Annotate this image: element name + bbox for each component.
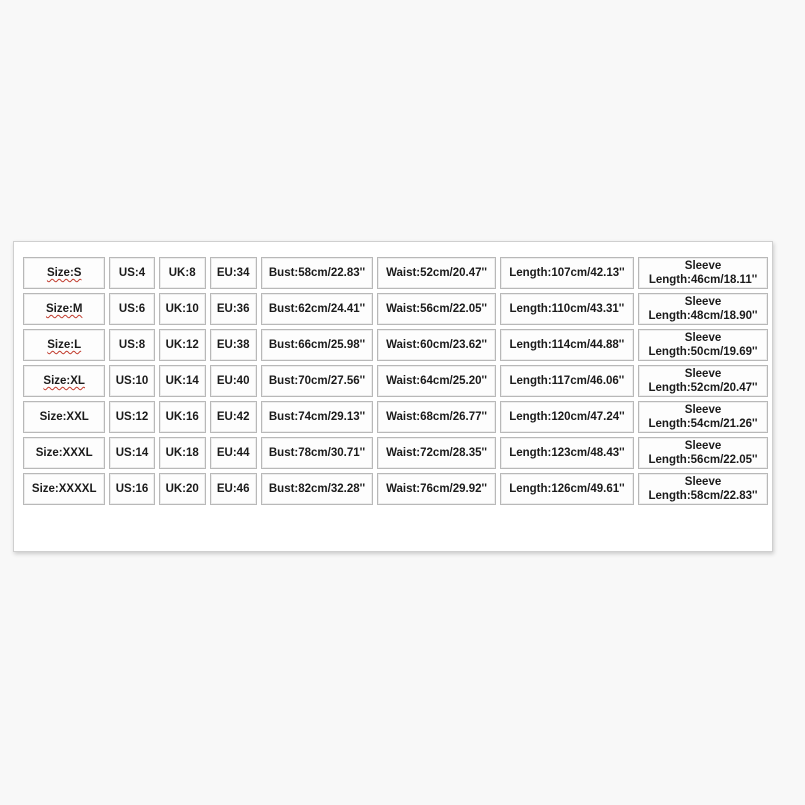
uk-size-cell: UK:20 [159,473,206,505]
sleeve-value: Length:54cm/21.26'' [648,418,758,430]
sleeve-value: Length:58cm/22.83'' [648,490,758,502]
table-row [23,437,768,469]
sleeve-label: Sleeve [684,476,722,488]
sleeve-label: Sleeve [684,368,722,380]
sleeve-value: Length:48cm/18.90'' [648,310,758,322]
waist-cell: Waist:56cm/22.05'' [377,293,495,325]
sleeve-value: Length:56cm/22.05'' [648,454,758,466]
bust-cell: Bust:70cm/27.56'' [261,365,374,397]
waist-cell: Waist:52cm/20.47'' [377,257,495,289]
size-cell: Size:XXXXL [23,473,105,505]
length-cell: Length:123cm/48.43'' [500,437,634,469]
eu-size-cell: EU:46 [210,473,257,505]
size-label: Size:L [47,339,82,351]
sleeve-value: Length:50cm/19.69'' [648,346,758,358]
sleeve-cell [638,257,768,289]
size-cell [23,293,105,325]
bust-cell: Bust:62cm/24.41'' [261,293,374,325]
sleeve-cell [638,365,768,397]
sleeve-label: Sleeve [684,260,722,272]
size-chart-body [23,257,768,505]
us-size-cell: US:12 [109,401,154,433]
size-cell [23,365,105,397]
sleeve-cell [638,293,768,325]
waist-cell: Waist:60cm/23.62'' [377,329,495,361]
sleeve-label: Sleeve [684,404,722,416]
sleeve-cell [638,473,768,505]
table-row [23,365,768,397]
length-cell: Length:107cm/42.13'' [500,257,634,289]
length-cell: Length:126cm/49.61'' [500,473,634,505]
eu-size-cell: EU:42 [210,401,257,433]
length-cell: Length:114cm/44.88'' [500,329,634,361]
size-cell [23,329,105,361]
uk-size-cell: UK:14 [159,365,206,397]
sleeve-label: Sleeve [684,440,722,452]
us-size-cell: US:6 [109,293,154,325]
sleeve-label: Sleeve [684,296,722,308]
table-row [23,329,768,361]
bust-cell: Bust:82cm/32.28'' [261,473,374,505]
table-row [23,473,768,505]
size-cell [23,257,105,289]
bust-cell: Bust:78cm/30.71'' [261,437,374,469]
uk-size-cell: UK:10 [159,293,206,325]
length-cell: Length:110cm/43.31'' [500,293,634,325]
us-size-cell: US:14 [109,437,154,469]
size-label: Size:S [46,267,82,279]
table-row [23,257,768,289]
sleeve-value: Length:52cm/20.47'' [648,382,758,394]
size-cell: Size:XXXL [23,437,105,469]
eu-size-cell: EU:34 [210,257,257,289]
sleeve-cell [638,401,768,433]
size-label: Size:XL [43,375,85,387]
us-size-cell: US:10 [109,365,154,397]
uk-size-cell: UK:12 [159,329,206,361]
eu-size-cell: EU:38 [210,329,257,361]
waist-cell: Waist:76cm/29.92'' [377,473,495,505]
waist-cell: Waist:72cm/28.35'' [377,437,495,469]
sleeve-value: Length:46cm/18.11'' [648,274,758,286]
size-cell: Size:XXL [23,401,105,433]
waist-cell: Waist:64cm/25.20'' [377,365,495,397]
bust-cell: Bust:66cm/25.98'' [261,329,374,361]
eu-size-cell: EU:40 [210,365,257,397]
us-size-cell: US:8 [109,329,154,361]
table-row [23,401,768,433]
uk-size-cell: UK:16 [159,401,206,433]
bust-cell: Bust:74cm/29.13'' [261,401,374,433]
uk-size-cell: UK:18 [159,437,206,469]
sleeve-cell [638,437,768,469]
bust-cell: Bust:58cm/22.83'' [261,257,374,289]
waist-cell: Waist:68cm/26.77'' [377,401,495,433]
sleeve-label: Sleeve [684,332,722,344]
table-row [23,293,768,325]
size-label: Size:M [45,303,83,315]
length-cell: Length:120cm/47.24'' [500,401,634,433]
uk-size-cell: UK:8 [159,257,206,289]
length-cell: Length:117cm/46.06'' [500,365,634,397]
sleeve-cell [638,329,768,361]
size-chart-table [19,253,772,509]
us-size-cell: US:4 [109,257,154,289]
eu-size-cell: EU:36 [210,293,257,325]
eu-size-cell: EU:44 [210,437,257,469]
size-chart-panel [13,241,773,552]
us-size-cell: US:16 [109,473,154,505]
